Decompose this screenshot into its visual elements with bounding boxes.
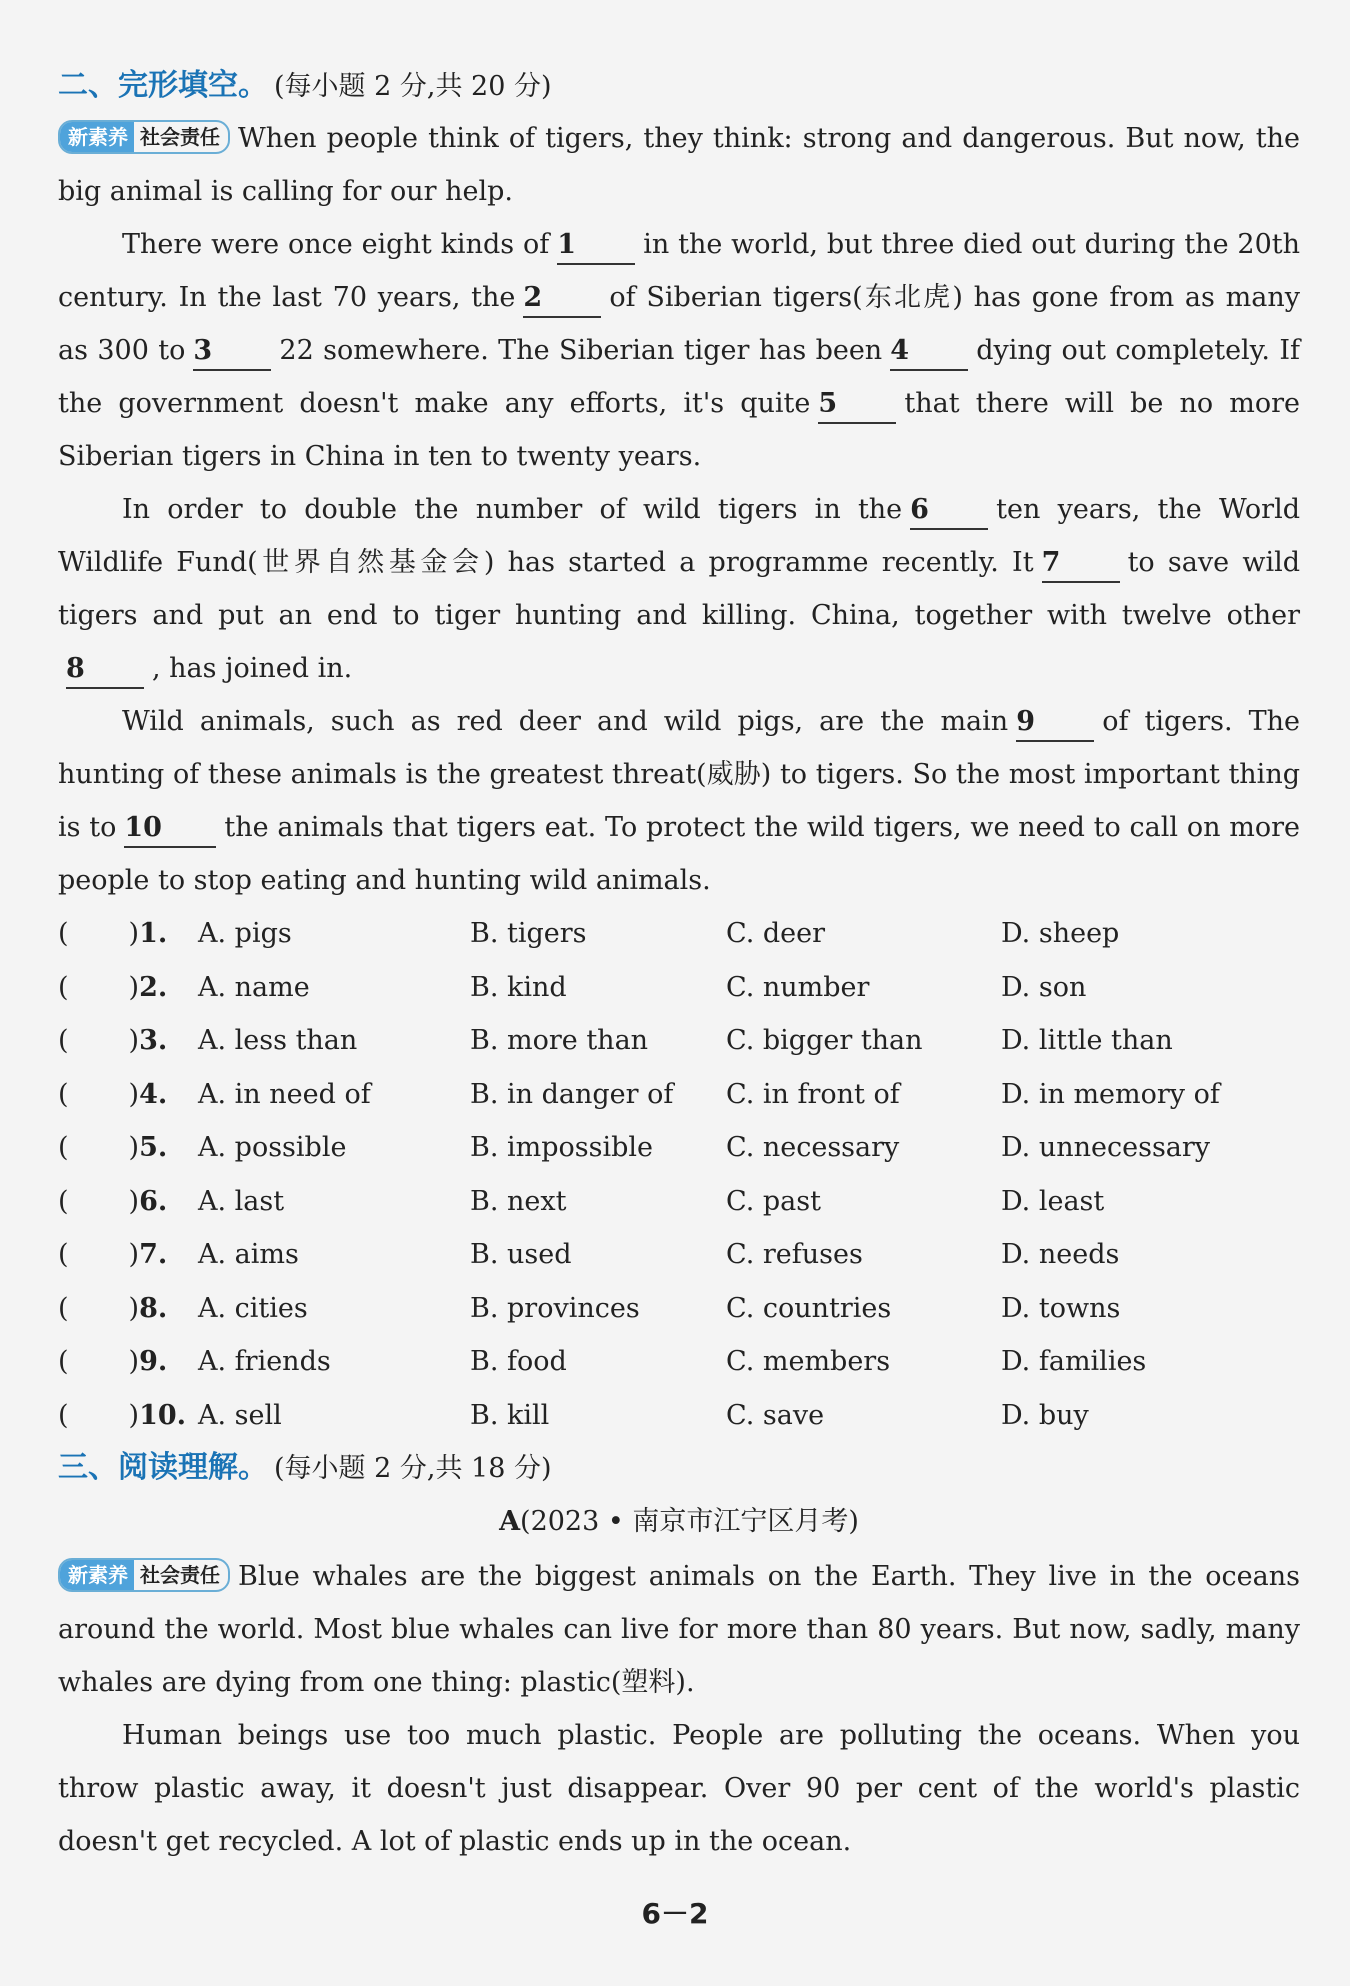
question-row	[58, 1121, 1300, 1175]
option-c[interactable]: C. countries	[726, 1292, 892, 1324]
option-b[interactable]: B. in danger of	[470, 1078, 674, 1110]
option-a[interactable]: A. sell	[198, 1399, 282, 1431]
option-b[interactable]: B. provinces	[470, 1292, 640, 1324]
answer-bracket[interactable]: ( )2.	[58, 971, 168, 1003]
option-d[interactable]: D. towns	[1001, 1292, 1121, 1324]
option-a[interactable]: A. aims	[198, 1239, 299, 1271]
option-c[interactable]: C. in front of	[726, 1078, 900, 1110]
option-d[interactable]: D. little than	[1001, 1025, 1173, 1057]
question-row	[58, 1068, 1300, 1122]
option-a[interactable]: A. last	[198, 1185, 285, 1217]
option-c[interactable]: C. past	[726, 1185, 821, 1217]
cloze-text: 22 somewhere. The Siberian tiger has been	[279, 335, 883, 366]
question-number: 10.	[139, 1399, 187, 1431]
option-d[interactable]: D. unnecessary	[1001, 1132, 1211, 1164]
cloze-blank[interactable]: 3	[193, 333, 271, 371]
option-d[interactable]: D. buy	[1001, 1399, 1089, 1431]
cloze-blank[interactable]: 1	[557, 227, 635, 265]
answer-bracket[interactable]: ( )8.	[58, 1292, 168, 1324]
question-row	[58, 1014, 1300, 1068]
option-c[interactable]: C. necessary	[726, 1132, 900, 1164]
question-row	[58, 1389, 1300, 1443]
badge	[58, 1558, 230, 1592]
section3-title	[58, 1442, 1300, 1494]
cloze-text: There were once eight kinds of	[122, 229, 550, 260]
option-b[interactable]: B. next	[470, 1185, 567, 1217]
question-number: 5.	[139, 1132, 168, 1164]
option-a[interactable]: A. in need of	[198, 1078, 371, 1110]
option-d[interactable]: D. needs	[1001, 1239, 1120, 1271]
option-b[interactable]: B. used	[470, 1239, 572, 1271]
cloze-text: Wild animals, such as red deer and wild pigs, are the main	[122, 706, 1009, 737]
cloze-blank[interactable]: 4	[890, 333, 968, 371]
cloze-text: of Siberian tigers(东北虎) has gone from as many as 300 to	[58, 282, 1300, 366]
option-c[interactable]: C. number	[726, 971, 870, 1003]
badge-label: 社会责任	[140, 125, 220, 149]
option-c[interactable]: C. bigger than	[726, 1025, 923, 1057]
cloze-text: in the world, but three died out during the 20th century. In the last 70 years, the	[58, 229, 1301, 313]
cloze-text: of tigers. The hunting of these animals is the greatest threat(威胁) to tigers. So the most important thing is to	[58, 706, 1300, 843]
question-number: 9.	[139, 1346, 168, 1378]
badge-label: 社会责任	[140, 1563, 220, 1587]
question-row	[58, 961, 1300, 1015]
option-d[interactable]: D. least	[1001, 1185, 1105, 1217]
question-row	[58, 907, 1300, 961]
cloze-blank[interactable]: 2	[523, 280, 601, 318]
cloze-paragraph-2	[58, 483, 1300, 695]
answer-bracket[interactable]: ( )10.	[58, 1399, 187, 1431]
cloze-text: that there will be no more Siberian tigers in China in ten to twenty years.	[58, 388, 1300, 472]
cloze-blank[interactable]: 9	[1016, 704, 1094, 742]
option-b[interactable]: B. tigers	[470, 918, 587, 950]
cloze-blank[interactable]: 5	[818, 386, 896, 424]
section2-title	[58, 60, 1300, 112]
option-b[interactable]: B. kind	[470, 971, 567, 1003]
question-row	[58, 1228, 1300, 1282]
cloze-text: In order to double the number of wild tigers in the	[122, 494, 903, 525]
section3-score: (每小题 2 分,共 18 分)	[274, 1453, 552, 1484]
question-number: 8.	[139, 1292, 168, 1324]
passage-source: (2023 • 南京市江宁区月考)	[520, 1506, 859, 1537]
option-a[interactable]: A. friends	[198, 1346, 331, 1378]
question-number: 6.	[139, 1185, 168, 1217]
answer-bracket[interactable]: ( )7.	[58, 1239, 168, 1271]
question-number: 7.	[139, 1239, 168, 1271]
option-a[interactable]: A. cities	[198, 1292, 308, 1324]
cloze-paragraph-1	[58, 218, 1300, 483]
option-b[interactable]: B. food	[470, 1346, 567, 1378]
intro-text: When people think of tigers, they think: strong and dangerous. But now, the big animal is calling for our help.	[58, 123, 1300, 207]
question-number: 2.	[139, 971, 168, 1003]
option-c[interactable]: C. deer	[726, 918, 826, 950]
option-b[interactable]: B. impossible	[470, 1132, 654, 1164]
cloze-paragraph-3	[58, 695, 1300, 907]
question-row	[58, 1282, 1300, 1336]
cloze-text: , has joined in.	[152, 653, 353, 684]
cloze-text: dying out completely. If the government doesn't make any efforts, it's quite	[58, 335, 1300, 419]
answer-bracket[interactable]: ( )6.	[58, 1185, 168, 1217]
question-row	[58, 1335, 1300, 1389]
question-number: 3.	[139, 1025, 168, 1057]
answer-bracket[interactable]: ( )3.	[58, 1025, 168, 1057]
cloze-text: ten years, the World Wildlife Fund(世界自然基金会) has started a programme recently. It	[58, 494, 1301, 578]
option-a[interactable]: A. possible	[198, 1132, 347, 1164]
question-number: 1.	[139, 918, 168, 950]
option-a[interactable]: A. name	[198, 971, 310, 1003]
reading-text: Human beings use too much plastic. People are polluting the oceans. When you throw plastic away, it doesn't just disappear. Over 90 per cent of the world's plastic doesn't get recycled. A lot of plastic ends up in the ocean.	[58, 1720, 1300, 1857]
cloze-blank[interactable]: 10	[124, 810, 216, 848]
section2-heading: 二、完形填空。	[58, 68, 268, 103]
badge-tag: 新素养	[60, 122, 134, 152]
cloze-text: the animals that tigers eat. To protect the wild tigers, we need to call on more people to stop eating and hunting wild animals.	[58, 812, 1300, 896]
answer-bracket[interactable]: ( )9.	[58, 1346, 168, 1378]
reading-paragraph-1	[58, 1550, 1300, 1709]
option-d[interactable]: D. son	[1001, 971, 1087, 1003]
cloze-blank[interactable]: 7	[1042, 545, 1120, 583]
page-number: 6－2	[641, 1897, 709, 1930]
option-c[interactable]: C. refuses	[726, 1239, 863, 1271]
badge	[58, 120, 230, 154]
option-a[interactable]: A. pigs	[198, 918, 292, 950]
option-d[interactable]: D. families	[1001, 1346, 1147, 1378]
cloze-blank[interactable]: 8	[66, 651, 144, 689]
answer-bracket[interactable]: ( )4.	[58, 1078, 168, 1110]
passage-a-heading	[58, 1494, 1300, 1550]
option-d[interactable]: D. in memory of	[1001, 1078, 1220, 1110]
option-a[interactable]: A. less than	[198, 1025, 358, 1057]
section2-intro	[58, 112, 1300, 218]
section2-score: (每小题 2 分,共 20 分)	[274, 71, 552, 102]
badge-tag: 新素养	[60, 1560, 134, 1590]
option-d[interactable]: D. sheep	[1001, 918, 1120, 950]
option-c[interactable]: C. members	[726, 1346, 891, 1378]
options-table	[58, 907, 1300, 1442]
question-number: 4.	[139, 1078, 168, 1110]
answer-bracket[interactable]: ( )5.	[58, 1132, 168, 1164]
passage-letter: A	[499, 1506, 521, 1537]
question-row	[58, 1175, 1300, 1229]
option-b[interactable]: B. kill	[470, 1399, 550, 1431]
cloze-blank[interactable]: 6	[910, 492, 988, 530]
cloze-text: to save wild tigers and put an end to tiger hunting and killing. China, together with twelve other	[58, 547, 1300, 631]
reading-text: Blue whales are the biggest animals on the Earth. They live in the oceans around the world. Most blue whales can live for more than 80 years. But now, sadly, many whales are dying from one thing: plastic(塑料).	[58, 1561, 1300, 1698]
option-c[interactable]: C. save	[726, 1399, 825, 1431]
section3-heading: 三、阅读理解。	[58, 1450, 268, 1485]
reading-paragraph-2	[58, 1709, 1300, 1868]
answer-bracket[interactable]: ( )1.	[58, 918, 168, 950]
option-b[interactable]: B. more than	[470, 1025, 649, 1057]
worksheet-page	[58, 60, 1300, 1868]
